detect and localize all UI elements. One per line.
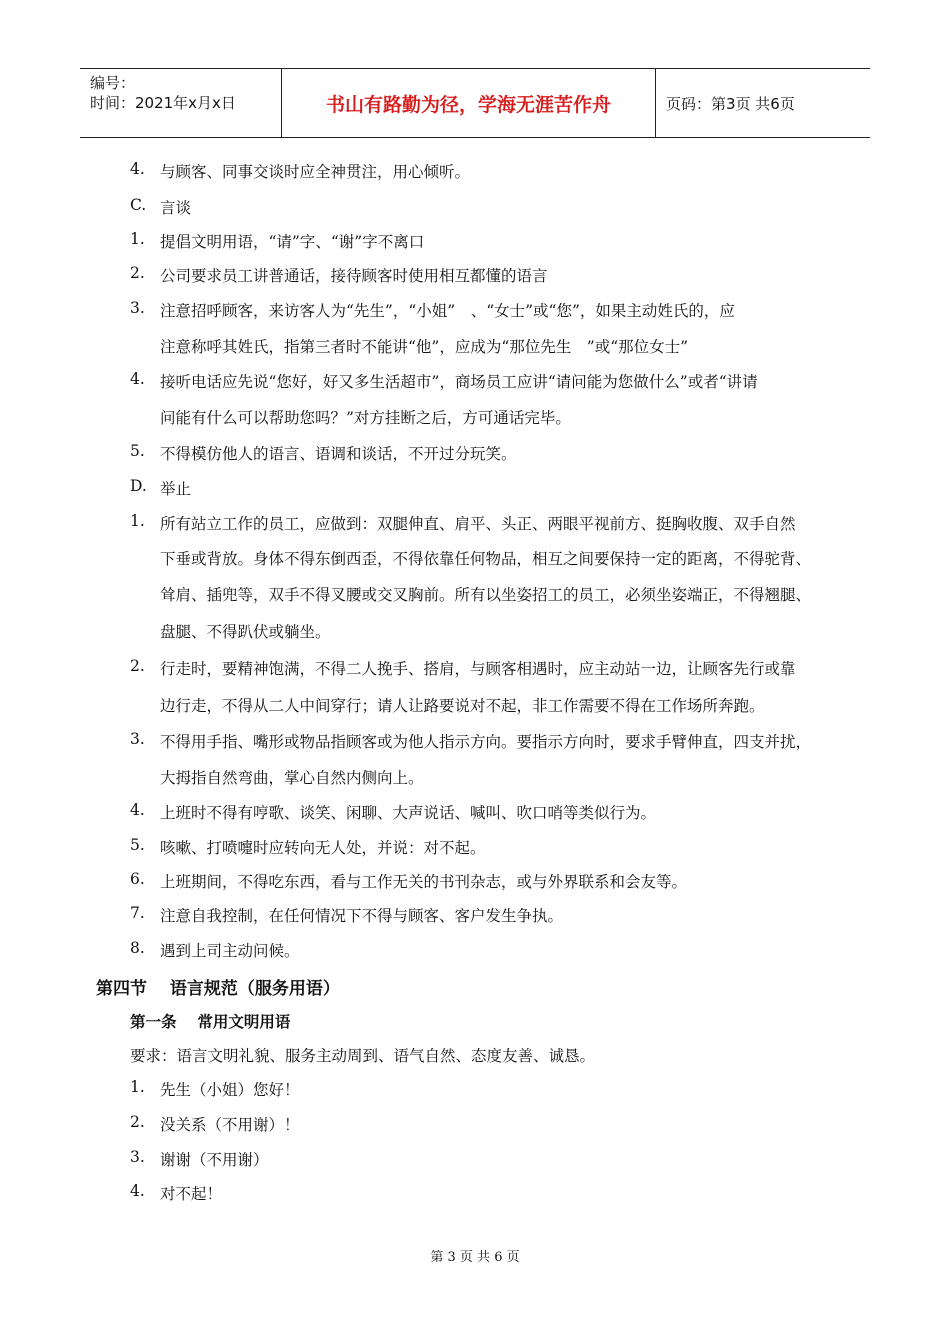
list-item-text: 提倡文明用语，“请”字、“谢”字不离口 [160, 233, 425, 251]
list-item-number: 1. [130, 512, 145, 530]
list-item-number: 6. [130, 870, 145, 888]
list-item-number: 4. [130, 1182, 145, 1200]
list-item-number: 4. [130, 160, 145, 178]
continuation-text: 边行走，不得从二人中间穿行；请人让路要说对不起，非工作需要不得在工作场所奔跑。 [160, 697, 765, 715]
list-item-text: 言谈 [160, 199, 192, 217]
list-item-text: 注意招呼顾客，来访客人为“先生”，“小姐” 、“女士”或“您”，如果主动姓氏的，应 [160, 302, 735, 320]
list-item-number: 1. [130, 230, 145, 248]
list-item-text: 不得模仿他人的语言、语调和谈话，不开过分玩笑。 [160, 445, 517, 463]
list-item-text: 与顾客、同事交谈时应全神贯注，用心倾听。 [160, 163, 471, 181]
list-item-number: 5. [130, 442, 145, 460]
page-info: 页码：第3页 共6页 [666, 94, 795, 113]
motto: 书山有路勤为径，学海无涯苦作舟 [282, 69, 656, 137]
list-item-text: 咳嗽、打喷嚏时应转向无人处，并说：对不起。 [160, 839, 486, 857]
number-label: 编号： [90, 74, 136, 92]
list-item-text: 公司要求员工讲普通话，接待顾客时使用相互都懂的语言 [160, 267, 548, 285]
section-title: 第四节 语言规范（服务用语） [96, 979, 340, 999]
list-item-text: 行走时，要精神饱满，不得二人挽手、搭肩，与顾客相遇时，应主动站一边，让顾客先行或靠 [160, 660, 796, 678]
list-item-text: 谢谢（不用谢） [160, 1151, 269, 1169]
list-item-number: D. [130, 477, 147, 495]
list-item-text: 注意自我控制，在任何情况下不得与顾客、客户发生争执。 [160, 907, 564, 925]
list-item-text: 对不起！ [160, 1185, 223, 1203]
list-item-text: 上班时不得有哼歌、谈笑、闲聊、大声说话、喊叫、吹口哨等类似行为。 [160, 804, 657, 822]
continuation-text: 盘腿、不得趴伏或躺坐。 [160, 623, 331, 641]
subsection-title: 第一条 常用文明用语 [130, 1013, 291, 1031]
list-item-text: 没关系（不用谢）！ [160, 1116, 300, 1134]
list-item-text: 所有站立工作的员工，应做到：双腿伸直、肩平、头正、两眼平视前方、挺胸收腹、双手自然 [160, 515, 796, 533]
list-item-number: 3. [130, 299, 145, 317]
list-item-number: 4. [130, 370, 145, 388]
list-item-number: 7. [130, 904, 145, 922]
list-item-number: 2. [130, 1113, 145, 1131]
list-item-number: 8. [130, 939, 145, 957]
list-item-text: 不得用手指、嘴形或物品指顾客或为他人指示方向。要指示方向时，要求手臂伸直，四支并扰， [160, 733, 812, 751]
list-item-number: 5. [130, 836, 145, 854]
list-item-number: 2. [130, 657, 145, 675]
list-item-text: 接听电话应先说“您好，好又多生活超市”，商场员工应讲“请问能为您做什么”或者“讲请 [160, 373, 758, 391]
continuation-text: 下垂或背放。身体不得东倒西歪，不得依靠任何物品，相互之间要保持一定的距离，不得驼背、 [160, 550, 812, 568]
list-item-number: 2. [130, 264, 145, 282]
list-item-number: 3. [130, 1148, 145, 1166]
list-item-number: 1. [130, 1078, 145, 1096]
time-label: 时间：2021年x月x日 [90, 94, 236, 112]
list-item-text: 先生（小姐）您好！ [160, 1081, 300, 1099]
paragraph-text: 要求：语言文明礼貌、服务主动周到、语气自然、态度友善、诚恳。 [130, 1047, 596, 1065]
continuation-text: 注意称呼其姓氏，指第三者时不能讲“他”，应成为“那位先生 ”或“那位女士” [160, 338, 689, 356]
continuation-text: 耸肩、插兜等，双手不得叉腰或交叉胸前。所有以坐姿招工的员工，必须坐姿端正，不得翘腿、 [160, 586, 812, 604]
list-item-number: C. [130, 196, 147, 214]
list-item-number: 4. [130, 801, 145, 819]
list-item-text: 举止 [160, 480, 192, 498]
header-meta [80, 69, 282, 137]
list-item-text: 遇到上司主动问候。 [160, 942, 300, 960]
page-header [80, 68, 870, 138]
list-item-number: 3. [130, 730, 145, 748]
continuation-text: 问能有什么可以帮助您吗？”对方挂断之后，方可通话完毕。 [160, 409, 571, 427]
list-item-text: 上班期间，不得吃东西，看与工作无关的书刊杂志，或与外界联系和会友等。 [160, 873, 688, 891]
page-footer: 第 3 页 共 6 页 [430, 1250, 520, 1265]
continuation-text: 大拇指自然弯曲，掌心自然内侧向上。 [160, 769, 424, 787]
